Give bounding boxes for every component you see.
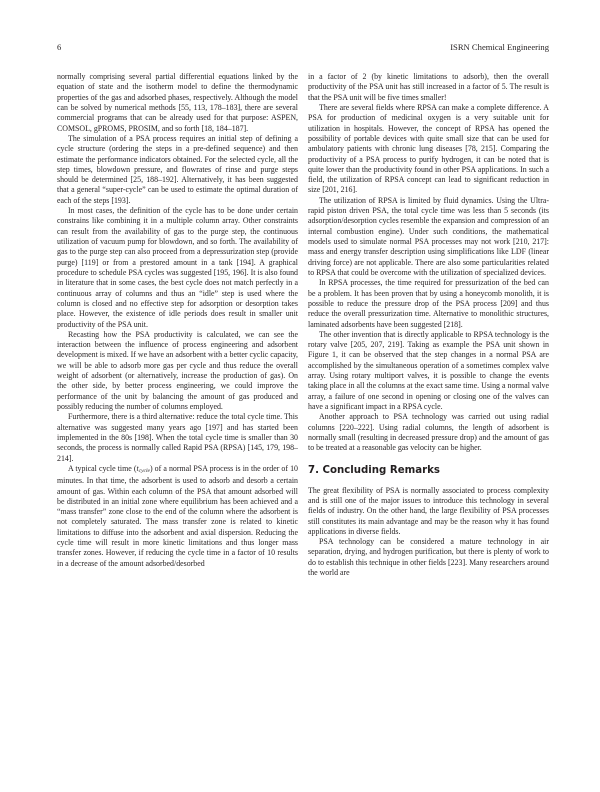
paragraph: normally comprising several partial differential equations linked by the equation of state and the isotherm model to define the thermodynamic properties of the gas and adsorbed phases, respectively. Although the model can be solved by numerical methods [55, 113, 178–183], there are several commercial programs that can be already used for that purpose: ASPEN, COMSOL, gPROMS, PROSIM, and so forth [18, 184–187]. <box>57 72 298 133</box>
text-run: ) of a normal PSA process is in the order of 10 minutes. In that time, the adsorbent is used to adsorb and desorb a certain amount of gas. Within each column of the PSA that amount adsorbed will be distributed in an initial zone where equilibrium has been achieved and a “mass transfer” zone close to the end of the column where the adsorbent is not completely saturated. The mass transfer zone is related to kinetic limitations to diffuse into the adsorbent and axial dispersion. Reducing the cycle time will result in more kinetic limitations and thus longer mass transfer zones. However, if reducing the cycle time in a factor of 10 results in a decrease of the amount adsorbed/desorbed <box>57 463 299 568</box>
paragraph: The other invention that is directly applicable to RPSA technology is the rotary valve [205, 207, 219]. Taking as example the PSA unit shown in Figure 1, it can be observed that the step changes in a normal PSA are accomplished by the simultaneous operation of a sometimes complex valve array. Using rotary multiport valves, it is possible to change the events taking place in all the columns at the exact same time. Using a normal valve array, a failure of one second in opening or closing one of the valves can have a significant impact in a RPSA cycle. <box>308 329 549 411</box>
section-heading: 7. Concluding Remarks <box>308 464 440 476</box>
page-number: 6 <box>57 42 62 52</box>
paragraph: Furthermore, there is a third alternative: reduce the total cycle time. This alternative was suggested many years ago [197] and has started been implemented in the 80s [198]. When the total cycle time is smaller than 30 seconds, the process is normally called Rapid PSA (RPSA) [145, 179, 198–214]. <box>57 412 298 463</box>
paragraph: in a factor of 2 (by kinetic limitations to adsorb), then the overall productivity of the PSA unit has still increased in a factor of 5. The result is that the PSA unit will be five times smaller! <box>308 72 549 102</box>
text-run: A typical cycle time ( <box>68 463 137 473</box>
paragraph <box>57 464 298 569</box>
paragraph: Recasting how the PSA productivity is calculated, we can see the interaction between the influence of process engineering and adsorbent development is mixed. If we have an adsorbent with a better cyclic capacity, we will be able to adsorb more gas per cycle and thus reduce the overall weight of adsorbent (or alternatively, increase the production of gas). On the other side, by better process engineering, we could improve the performance of the unit by balancing the amount of gas produced and possibly reducing the number of columns employed. <box>57 329 298 411</box>
left-column <box>57 72 298 569</box>
right-column <box>308 72 549 578</box>
running-head: ISRN Chemical Engineering <box>450 42 549 52</box>
paragraph: The utilization of RPSA is limited by fluid dynamics. Using the Ultra-rapid piston driven PSA, the total cycle time was less than 5 seconds (its adsorption/desorption cycles resemble the expansion and compression of an internal combustion engine). Under such conditions, the mathematical models used to simulate normal PSA processes may not work [210, 217]: mass and energy transfer description using simplifications like LDF (linear driving force) are not applicable. There are also some particularities related to RPSA that could be overcome with the utilization of specialized devices. <box>308 195 549 277</box>
paragraph: In most cases, the definition of the cycle has to be done under certain constrains like combining it in a multiple column array. Other constraints can result from the availability of gas to the purge step, the continuous utilization of vacuum pump for blowdown, and so forth. The availability of gas to the purge step can also proceed from a depressurization step (provide purge) [119] or from a prestored amount in a tank [194]. A graphical procedure to schedule PSA cycles was suggested [195, 196]. It is also found in literature that in some cases, the best cycle does not match perfectly in a continuous array of columns and thus an “idle” step is used where the column is closed and no effective step for adsorption or desorption takes place. However, the existence of idle periods does result in smaller unit productivity of the PSA unit. <box>57 206 298 329</box>
paragraph: Another approach to PSA technology was carried out using radial columns [220–222]. Using radial columns, the length of adsorbent is normally small (resulting in decreased pressure drop) and the amount of gas to be treated at a reasonable gas velocity can be higher. <box>308 412 549 453</box>
variable-t: t <box>136 463 139 473</box>
paragraph: There are several fields where RPSA can make a complete difference. A PSA for production of medicinal oxygen is a very suitable unit for utilization in hospitals. However, the concept of RPSA has opened the possibility of portable devices with quite small size that can be used for ambulatory patients with chronic lung diseases [78, 215]. Comparing the productivity of a PSA process to purify hydrogen, it can be noted that is quite lower than the productivity found in other PSA applications. In such a field, the utilization of RPSA concept can lead to significant reduction in size [201, 216]. <box>308 102 549 195</box>
paragraph: PSA technology can be considered a mature technology in air separation, drying, and hydrogen purification, but there is plenty of work to do to establish this technique in other fields [223]. Many researchers around the world are <box>308 537 549 578</box>
paragraph: The simulation of a PSA process requires an initial step of defining a cycle structure (ordering the steps in a pre-defined sequence) and then estimate the performance indicators obtained. For the selected cycle, all the step times, blowdown pressure, and flowrates of rinse and purge steps should be determined [25, 188–192]. Alternatively, it has been suggested that a general “super-cycle” can be used to estimate the optimal duration of each of the steps [193]. <box>57 133 298 205</box>
paragraph: In RPSA processes, the time required for pressurization of the bed can be a problem. It has been proven that by using a honeycomb monolith, it is possible to reduce the pressure drop of the PSA process [209] and thus reduce the overall pressurization time. Alternative to monolithic structures, laminated adsorbents have been suggested [218]. <box>308 278 549 329</box>
subscript-cycle: cycle <box>138 467 150 474</box>
paragraph: The great flexibility of PSA is normally associated to process complexity and is still one of the major issues to introduce this technology in several fields of industry. On the other hand, the large flexibility of PSA processes still constitutes its main advantage and may be the reason why it has found applications in diverse fields. <box>308 485 549 536</box>
